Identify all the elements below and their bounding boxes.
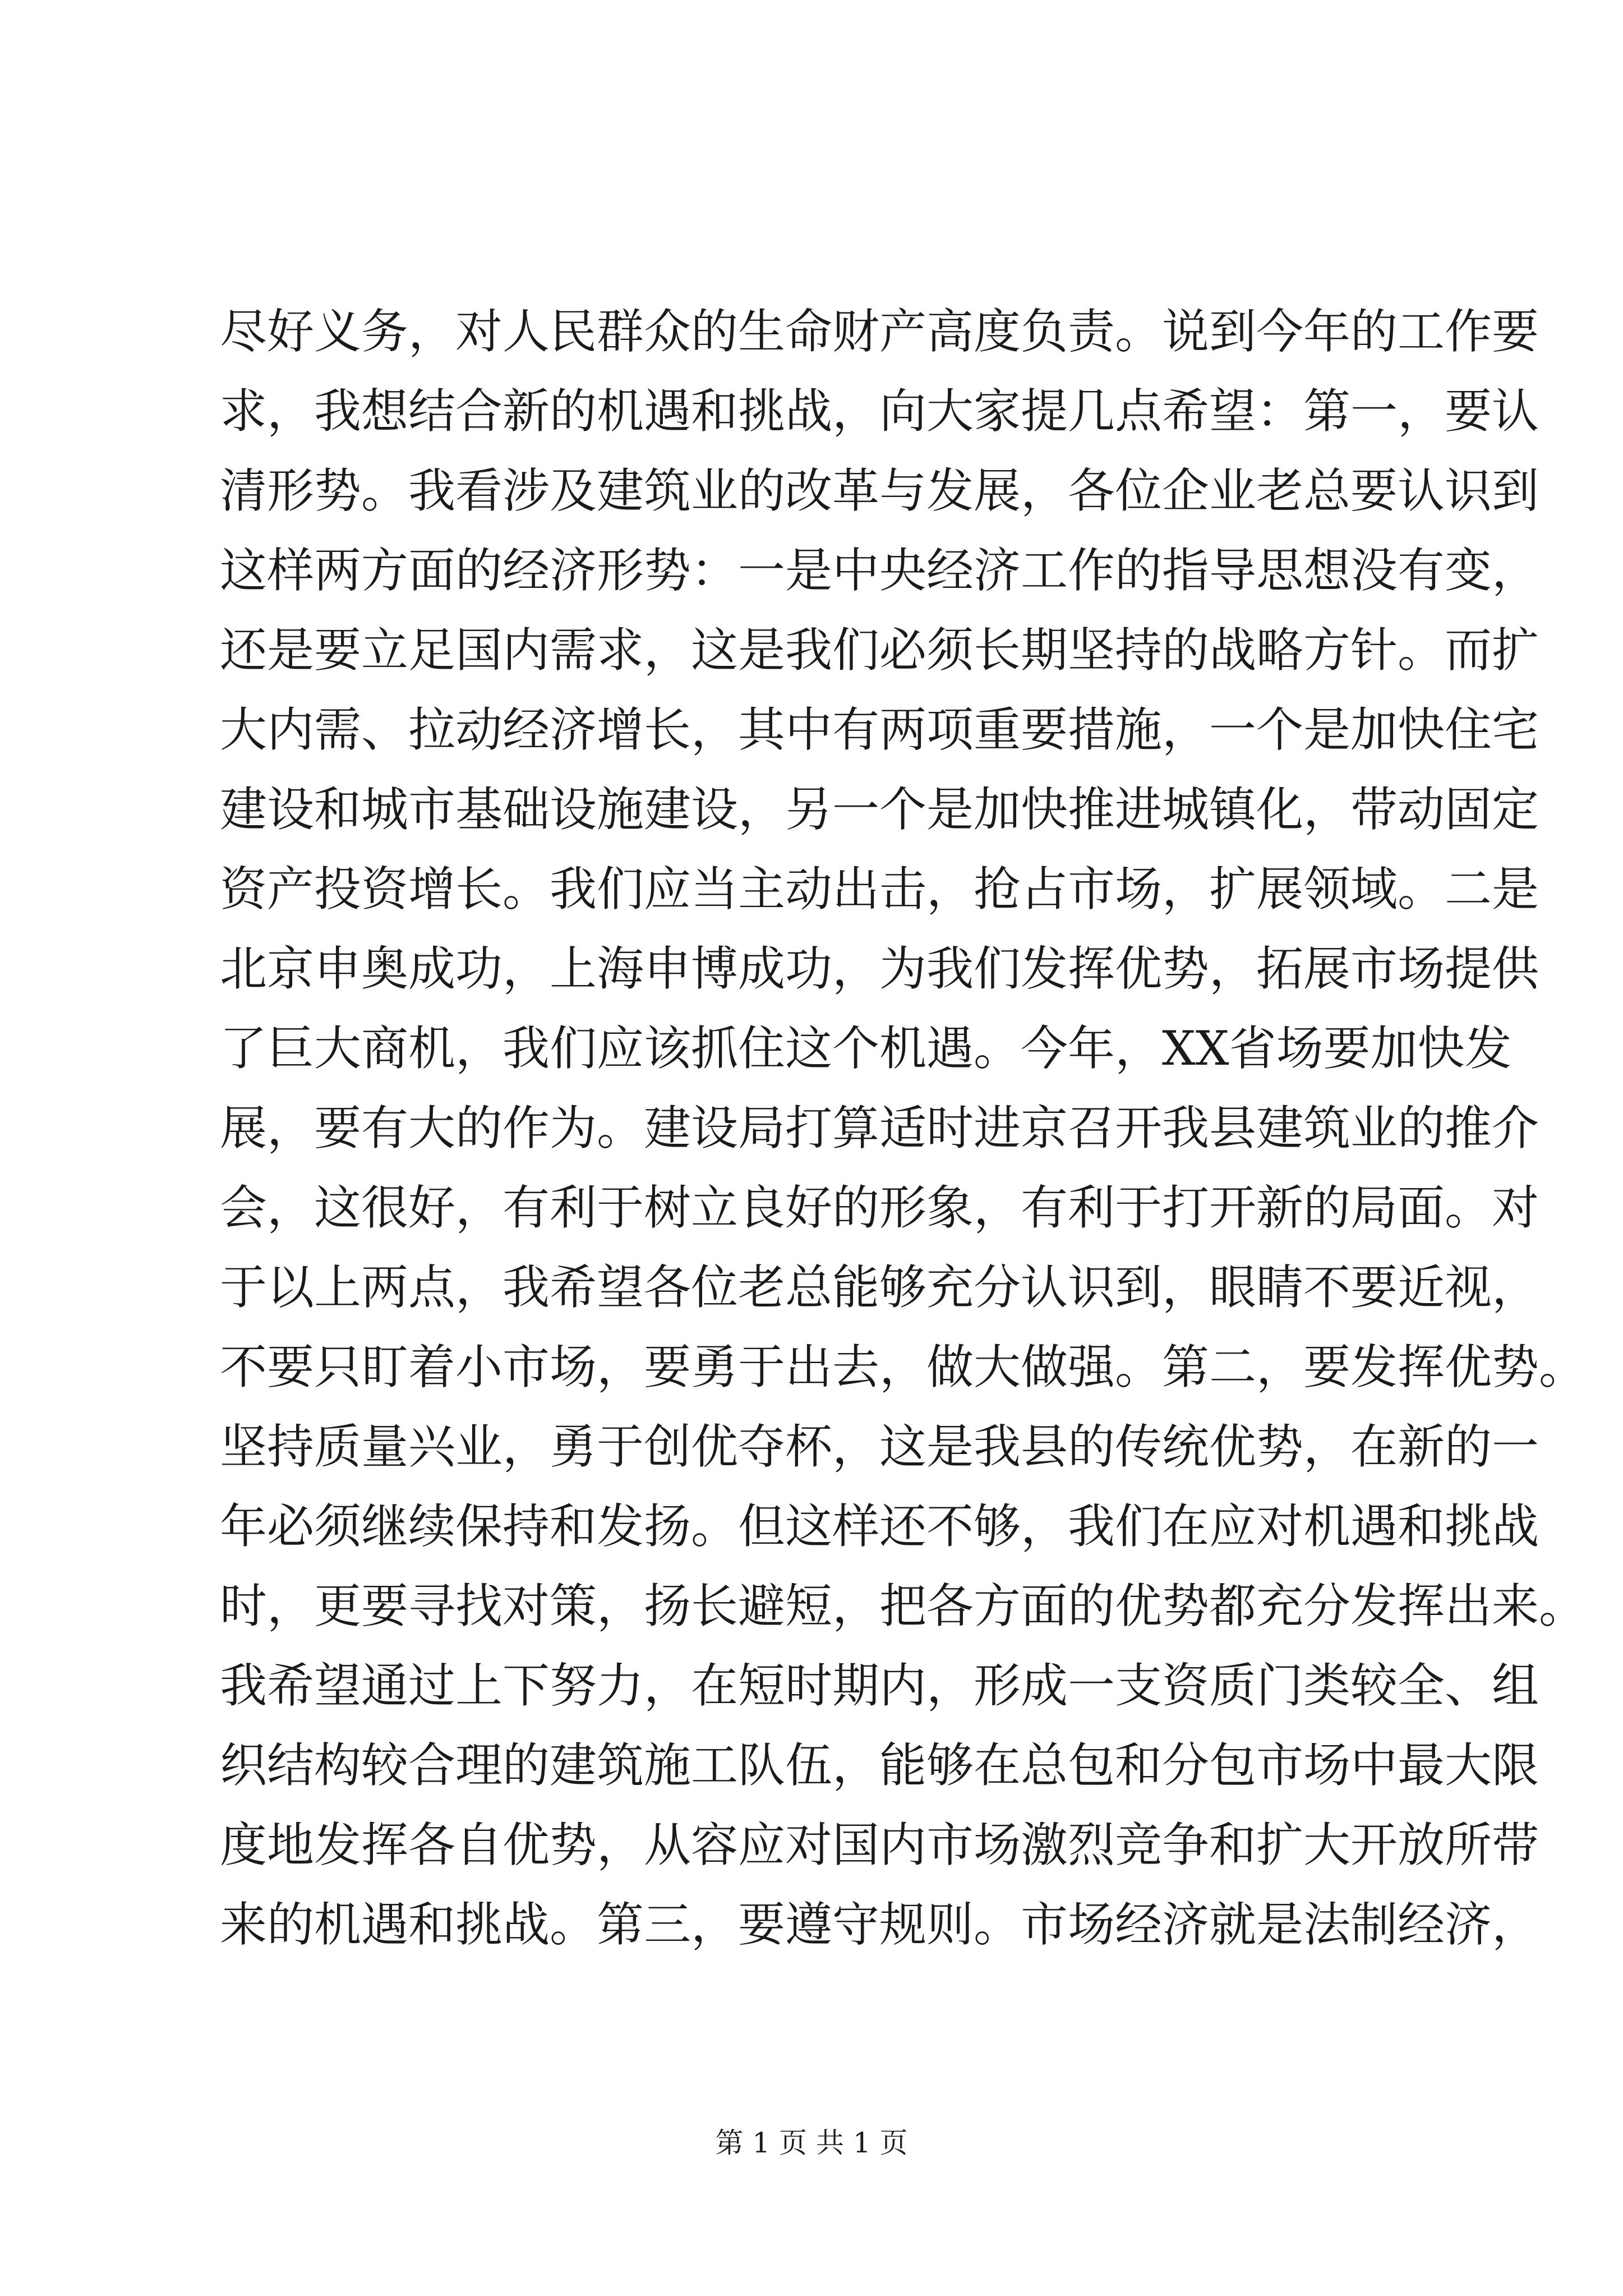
- text-line: 求，我想结合新的机遇和挑战，向大家提几点希望：第一，要认: [220, 384, 1539, 439]
- text-line: 这样两方面的经济形势：一是中央经济工作的指导思想没有变，: [220, 543, 1539, 598]
- body-text: [220, 292, 1587, 1964]
- text-line: 尽好义务，对人民群众的生命财产高度负责。说到今年的工作要: [220, 304, 1539, 359]
- text-line: 坚持质量兴业，勇于创优夺杯，这是我县的传统优势，在新的一: [220, 1419, 1539, 1474]
- text-line: 大内需、拉动经济增长，其中有两项重要措施，一个是加快住宅: [220, 702, 1539, 757]
- text-line: 资产投资增长。我们应当主动出击，抢占市场，扩展领域。二是: [220, 862, 1539, 917]
- text-line: 会，这很好，有利于树立良好的形象，有利于打开新的局面。对: [220, 1180, 1539, 1235]
- text-line: 北京申奥成功，上海申博成功，为我们发挥优势，拓展市场提供: [220, 941, 1539, 996]
- text-line: 时，更要寻找对策，扬长避短，把各方面的优势都充分发挥出来。: [220, 1579, 1587, 1634]
- text-line: 我希望通过上下努力，在短时期内，形成一支资质门类较全、组: [220, 1658, 1539, 1713]
- text-line: 展，要有大的作为。建设局打算适时进京召开我县建筑业的推介: [220, 1101, 1539, 1156]
- text-line: 建设和城市基础设施建设，另一个是加快推进城镇化，带动固定: [220, 782, 1539, 837]
- text-line: 织结构较合理的建筑施工队伍，能够在总包和分包市场中最大限: [220, 1738, 1539, 1793]
- text-line: 于以上两点，我希望各位老总能够充分认识到，眼睛不要近视，: [220, 1260, 1539, 1315]
- page-footer: [0, 2126, 1623, 2160]
- text-line: 年必须继续保持和发扬。但这样还不够，我们在应对机遇和挑战: [220, 1499, 1539, 1554]
- text-line: 不要只盯着小市场，要勇于出去，做大做强。第二，要发挥优势。: [220, 1340, 1587, 1395]
- text-line: 度地发挥各自优势，从容应对国内市场激烈竞争和扩大开放所带: [220, 1818, 1539, 1872]
- text-line: 清形势。我看涉及建筑业的改革与发展，各位企业老总要认识到: [220, 463, 1539, 518]
- text-line: 来的机遇和挑战。第三，要遵守规则。市场经济就是法制经济，: [220, 1897, 1539, 1952]
- text-line: 还是要立足国内需求，这是我们必须长期坚持的战略方针。而扩: [220, 623, 1539, 678]
- text-line: 了巨大商机，我们应该抓住这个机遇。今年，XX省场要加快发: [220, 1021, 1512, 1076]
- page-number-label: 第 1 页 共 1 页: [715, 2127, 908, 2159]
